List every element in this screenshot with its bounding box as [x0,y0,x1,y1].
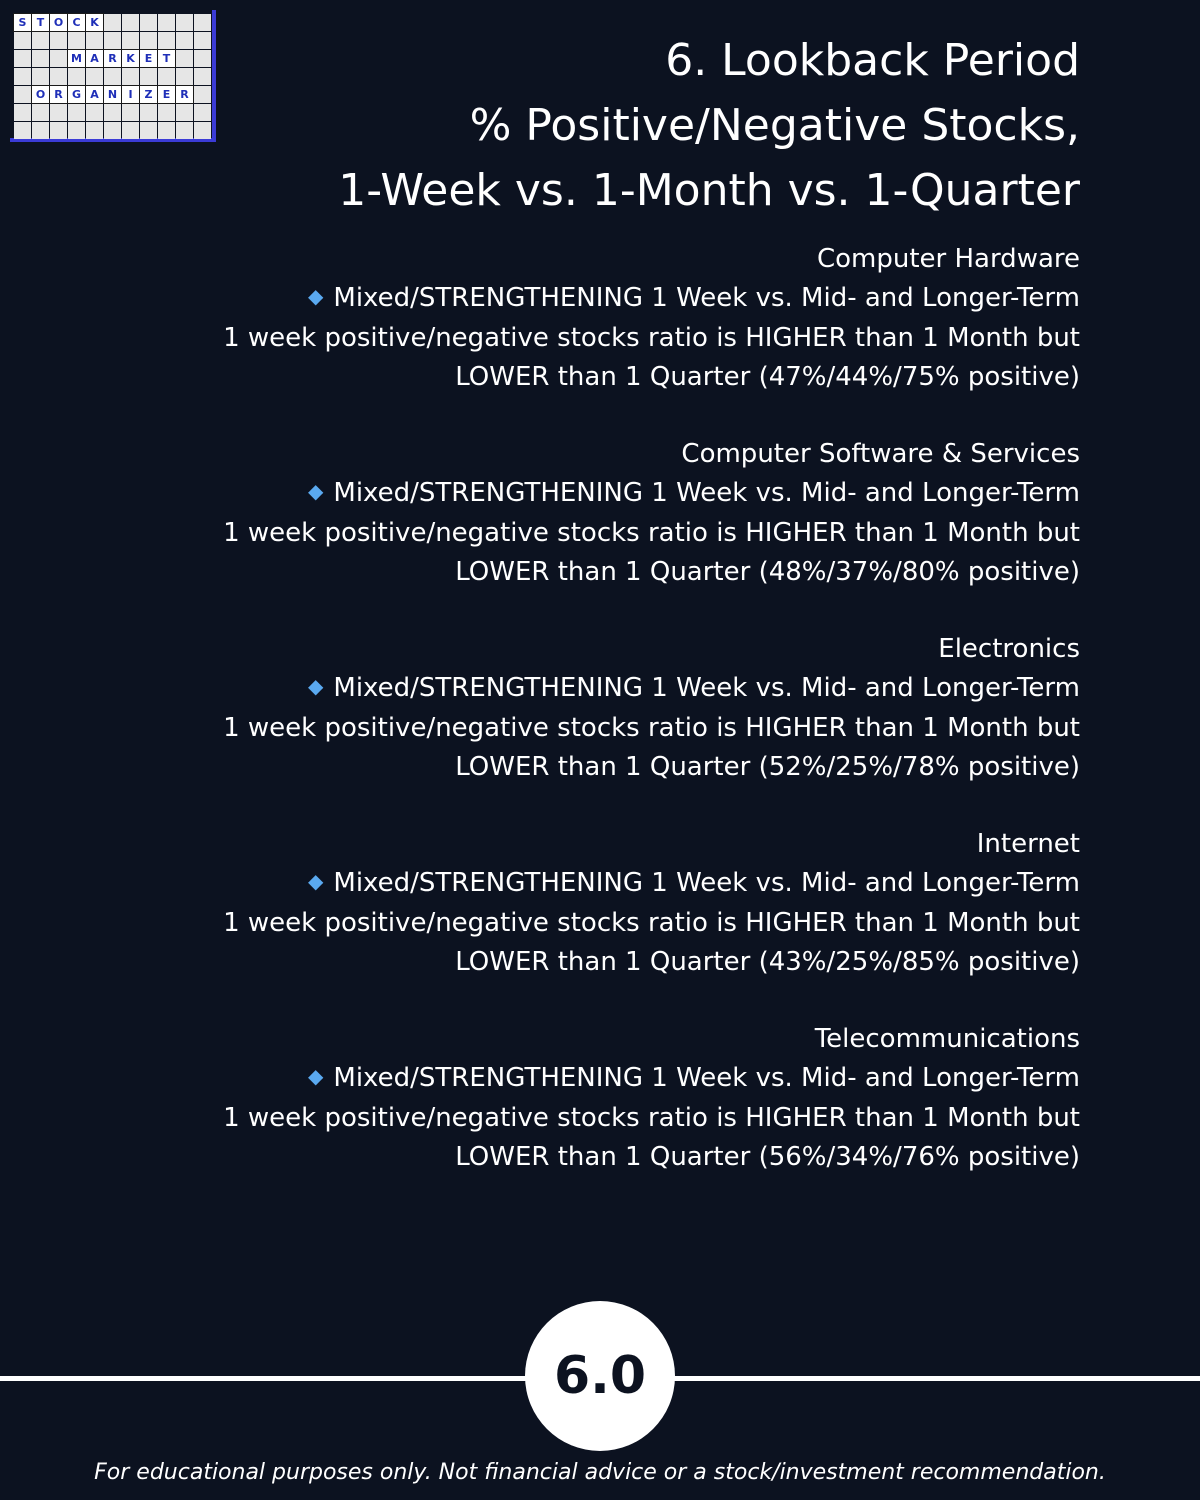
sector-detail-1: 1 week positive/negative stocks ratio is HIGHER than 1 Month but [223,518,1080,548]
sector-signal [120,474,1080,514]
logo-letter: A [86,50,103,67]
sector-block-computer-software [120,435,1080,630]
logo-cell [86,122,103,139]
sector-block-electronics [120,630,1080,825]
sector-signal [120,1059,1080,1099]
sector-detail-1: 1 week positive/negative stocks ratio is HIGHER than 1 Month but [223,908,1080,938]
logo-cell [194,68,211,85]
logo-cell [50,68,67,85]
section-number-badge: 6.0 [525,1301,675,1451]
sector-name: Computer Hardware [816,244,1080,274]
logo-cell [32,104,49,121]
logo-cell [176,32,193,49]
sector-name: Computer Software & Services [681,439,1080,469]
sector-signal-text: Mixed/STRENGTHENING 1 Week vs. Mid- and Longer-Term [333,1063,1080,1093]
sector-signal [120,279,1080,319]
sector-block-telecommunications [120,1020,1080,1215]
logo-letter: G [68,86,85,103]
logo-cell [176,104,193,121]
logo-cell [32,122,49,139]
logo-cell [50,32,67,49]
title-line-2: % Positive/Negative Stocks, [469,100,1080,151]
sector-signal-text: Mixed/STRENGTHENING 1 Week vs. Mid- and Longer-Term [333,478,1080,508]
logo-letter: K [122,50,139,67]
logo-cell [176,50,193,67]
sector-block-internet [120,825,1080,1020]
logo-letter: R [104,50,121,67]
logo-cell [14,122,31,139]
page-title [338,28,1080,223]
logo-letter: E [158,86,175,103]
logo-cell [86,32,103,49]
sector-detail-2: LOWER than 1 Quarter (48%/37%/80% positive) [455,557,1080,587]
logo-cell [194,32,211,49]
sector-name: Internet [976,829,1080,859]
logo-cell [194,50,211,67]
logo-cell [140,104,157,121]
logo-cell [68,32,85,49]
disclaimer: For educational purposes only. Not financial advice or a stock/investment recommendation. [94,1460,1106,1485]
logo-cell [14,86,31,103]
diamond-icon: ◆ [308,284,324,308]
logo-letter: T [32,14,49,31]
sector-detail-1: 1 week positive/negative stocks ratio is HIGHER than 1 Month but [223,713,1080,743]
diamond-icon: ◆ [308,869,324,893]
title-line-3: 1-Week vs. 1-Month vs. 1-Quarter [338,165,1080,216]
logo-cell [158,104,175,121]
sector-signal [120,669,1080,709]
sector-detail-2: LOWER than 1 Quarter (43%/25%/85% positive) [455,947,1080,977]
sector-signal-text: Mixed/STRENGTHENING 1 Week vs. Mid- and Longer-Term [333,283,1080,313]
logo-letter: T [158,50,175,67]
logo-cell [194,104,211,121]
logo-cell [140,32,157,49]
logo-cell [32,50,49,67]
logo-cell [68,104,85,121]
logo-letter: R [50,86,67,103]
logo-cell [50,50,67,67]
sector-block-computer-hardware [120,240,1080,435]
logo [10,10,216,142]
logo-cell [140,68,157,85]
logo-cell [194,86,211,103]
logo-cell [104,32,121,49]
logo-letter: I [122,86,139,103]
logo-cell [86,104,103,121]
logo-cell [50,104,67,121]
sector-detail-2: LOWER than 1 Quarter (47%/44%/75% positive) [455,362,1080,392]
logo-letter: O [32,86,49,103]
sector-detail-2: LOWER than 1 Quarter (52%/25%/78% positive) [455,752,1080,782]
logo-cell [122,32,139,49]
logo-letter: C [68,14,85,31]
logo-cell [32,68,49,85]
logo-letter: N [104,86,121,103]
logo-cell [68,68,85,85]
sector-detail-2: LOWER than 1 Quarter (56%/34%/76% positive) [455,1142,1080,1172]
logo-cell [104,68,121,85]
logo-cell [104,104,121,121]
logo-cell [14,32,31,49]
logo-cell [14,68,31,85]
logo-cell [14,50,31,67]
logo-letter: K [86,14,103,31]
sector-signal-text: Mixed/STRENGTHENING 1 Week vs. Mid- and Longer-Term [333,673,1080,703]
logo-cell [14,104,31,121]
title-line-1: 6. Lookback Period [665,35,1080,86]
logo-cell [176,14,193,31]
logo-cell [32,32,49,49]
logo-cell [158,14,175,31]
logo-cell [194,122,211,139]
logo-cell [140,14,157,31]
logo-cell [158,122,175,139]
sector-signal-text: Mixed/STRENGTHENING 1 Week vs. Mid- and Longer-Term [333,868,1080,898]
logo-cell [158,68,175,85]
sector-detail-1: 1 week positive/negative stocks ratio is HIGHER than 1 Month but [223,1103,1080,1133]
logo-letter: Z [140,86,157,103]
diamond-icon: ◆ [308,479,324,503]
sector-list [120,240,1080,1215]
logo-cell [122,14,139,31]
logo-letter: O [50,14,67,31]
logo-cell [176,68,193,85]
logo-cell [122,68,139,85]
logo-cell [86,68,103,85]
logo-cell [140,122,157,139]
logo-cell [50,122,67,139]
logo-cell [122,104,139,121]
logo-cell [158,32,175,49]
logo-cell [194,14,211,31]
logo-letter: A [86,86,103,103]
logo-cell [122,122,139,139]
logo-letter: R [176,86,193,103]
diamond-icon: ◆ [308,1064,324,1088]
sector-name: Electronics [938,634,1080,664]
logo-cell [68,122,85,139]
sector-detail-1: 1 week positive/negative stocks ratio is HIGHER than 1 Month but [223,323,1080,353]
logo-cell [176,122,193,139]
logo-grid [14,14,211,139]
diamond-icon: ◆ [308,674,324,698]
logo-letter: S [14,14,31,31]
sector-signal [120,864,1080,904]
logo-cell [104,122,121,139]
sector-name: Telecommunications [814,1024,1080,1054]
logo-cell [104,14,121,31]
logo-letter: M [68,50,85,67]
logo-letter: E [140,50,157,67]
